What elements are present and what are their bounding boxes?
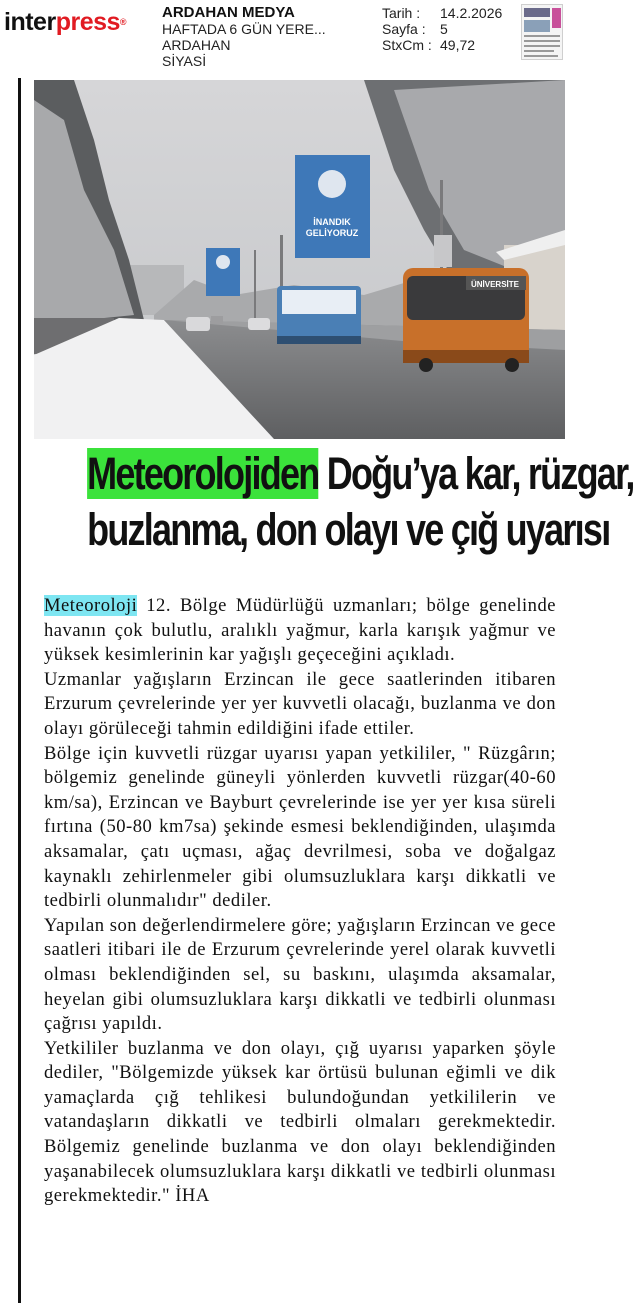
paragraph-2: Uzmanlar yağışların Erzincan ile gece saatlerinden itibaren Erzurum çevrelerinde yer yer kuvvetli olacağı, buzlanma ve don olayı görüleceği tahmin edildiğini ifade ettiler.	[44, 668, 556, 739]
date-value: 14.2.2026	[440, 5, 503, 21]
page-thumbnail[interactable]	[521, 4, 563, 60]
logo-part-2: press	[55, 8, 120, 36]
column-rule	[18, 78, 21, 1303]
headline-rest: Doğu’ya kar, rüzgar,	[318, 448, 634, 499]
paragraph-4: Yapılan son değerlendirmelere göre; yağışların Erzincan ve gece saatleri itibari ile de Erzurum çevrelerinde yerel olarak kuvvetli olması beklendiğinden sel, su baskını, ulaşımda aksamalar, heyelan gibi olumsuzluklara karşı dikkatli ve tedbirli olunması çağrısı yapıldı.	[44, 914, 556, 1035]
stxcm-value: 49,72	[440, 37, 476, 53]
source-frequency: HAFTADA 6 GÜN YERE...	[162, 21, 326, 37]
paragraph-1-text: 12. Bölge Müdürlüğü uzmanları; bölge genelinde havanın çok bulutlu, aralıklı yağmur, karla karışık yağmur ve yüksek kesimlerinin kar yağışlı geçeceğini açıkladı.	[44, 595, 556, 666]
clip-metadata	[382, 5, 502, 53]
article-headline	[87, 446, 634, 558]
source-city: ARDAHAN	[162, 37, 231, 53]
date-label: Tarih :	[382, 5, 421, 21]
paragraph-3: Bölge için kuvvetli rüzgar uyarısı yapan yetkililer, " Rüzgârın; bölgemiz genelinde güneyli yönlerden kuvvetli rüzgar(40-60 km/sa), Erzincan ve Bayburt çevrelerinde ise yer yer kısa süreli fırtına (50-80 km7sa) şekinde esmesi beklendiğinden, ulaşımda aksamalar, çatı uçması, ağaç devrilmesi, soba ve doğalgaz kaynaklı zehirlenmeler gibi olumsuzluklara karşı dikkatli ve tedbirli olunmalıdır" dediler.	[44, 742, 556, 912]
banner-text-1: İNANDIK	[313, 217, 351, 227]
logo-registered-mark: ®	[119, 17, 127, 27]
headline-highlight: Meteorolojiden	[87, 448, 319, 499]
source-info	[162, 5, 326, 69]
source-category: SİYASİ	[162, 53, 207, 69]
news-photo	[34, 80, 565, 439]
paragraph-5: Yetkililer buzlanma ve don olayı, çığ uyarısı yaparken şöyle dediler, "Bölgemizde yüksek kar örtüsü bulunan eğimli ve dik yamaçlarda çığ tehlikesi bulundoğundan yetkililerin ve vatandaşların dikkatli ve tedbirli olmaları gerekmektedir. Bölgemiz genelinde buzlanma ve don olayı beklendiğinden yaşanabilecek olumsuzluklara karşı dikkatli ve tedbirli olunması gerekmektedir." İHA	[44, 1037, 556, 1207]
keyword-highlight: Meteoroloji	[44, 595, 138, 616]
source-name: ARDAHAN MEDYA	[162, 4, 295, 21]
page-value: 5	[440, 21, 448, 37]
bus-sign: ÜNİVERSİTE	[470, 280, 520, 289]
headline-line-1	[87, 446, 634, 502]
interpress-logo	[4, 8, 126, 36]
headline-line-2: buzlanma, don olayı ve çığ uyarısı	[87, 504, 610, 555]
banner-text-2: GELİYORUZ	[305, 228, 359, 238]
stxcm-label: StxCm :	[382, 37, 432, 53]
paragraph-1	[44, 594, 556, 668]
article-body	[44, 594, 556, 1209]
logo-part-1: inter	[4, 8, 56, 36]
page-label: Sayfa :	[382, 21, 426, 37]
